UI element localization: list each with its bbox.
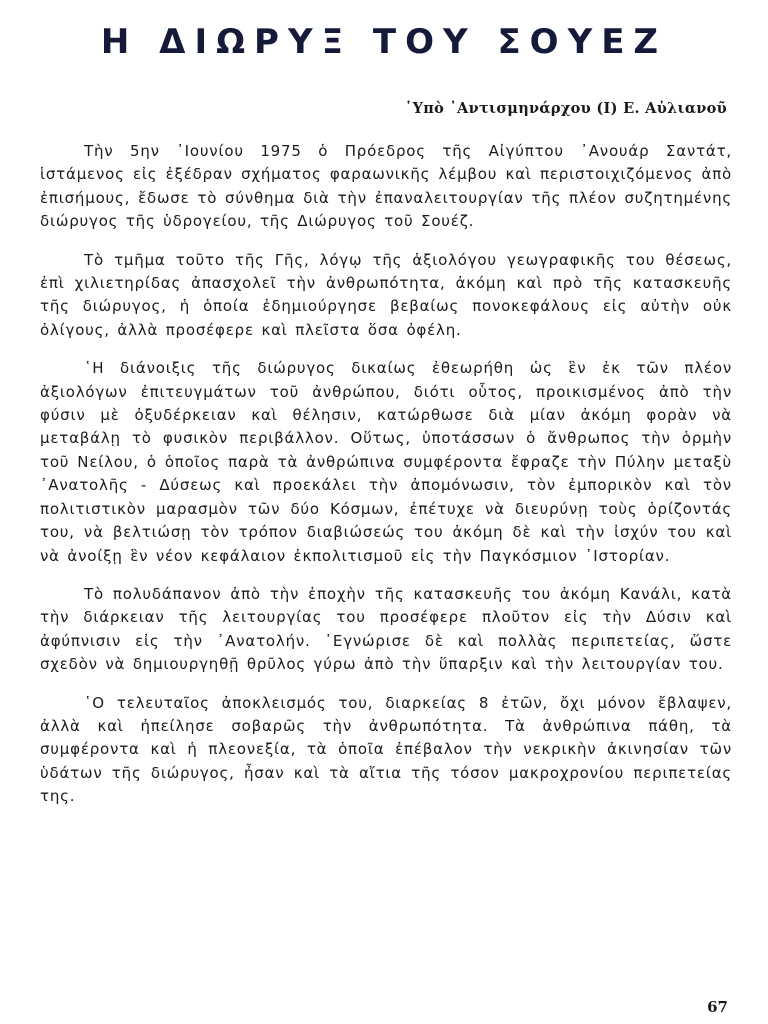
article-title: Η ΔΙΩΡΥΞ ΤΟΥ ΣΟΥΕΖ (100, 22, 668, 62)
author-byline: ῾Υπὸ ᾿Αντισμηνάρχου (Ι) Ε. Αὐλιανοῦ (405, 100, 727, 117)
paragraph: Τὸ τμῆμα τοῦτο τῆς Γῆς, λόγῳ τῆς ἀξιολόγου γεωγραφικῆς του θέσεως, ἐπὶ χιλιετηρίδας ἀπασχολεῖ τὴν ἀνθρωπότητα, ἀκόμη καὶ πρὸ τῆς κατασκευῆς τῆς διώρυγος, ἡ ὁποία ἐδημιούργησε βεβαίως πονοκεφάλους εἰς αὐτὴν οὐκ ὀλίγους, ἀλλὰ προσέφερε καὶ πλεῖστα ὅσα ὀφέλη. (40, 250, 732, 339)
paragraph: ῾Η διάνοιξις τῆς διώρυγος δικαίως ἐθεωρήθη ὡς ἓν ἐκ τῶν πλέον ἀξιολόγων ἐπιτευγμάτων τοῦ ἀνθρώπου, διότι οὗτος, προικισμένος ἀπὸ τὴν φύσιν μὲ ὀξυδέρκειαν καὶ θέλησιν, κατώρθωσε διὰ μίαν ἀκόμη φορὰν νὰ μεταβάλῃ τὸ φυσικὸν περιβάλλον. Οὕτως, ὑποτάσσων ὁ ἄνθρωπος τὴν ὁρμὴν τοῦ Νείλου, ὁ ὁποῖος παρὰ τὰ ἀνθρώπινα συμφέροντα ἔφραζε τὴν Πύλην μεταξὺ ᾿Ανατολῆς - Δύσεως καὶ προεκάλει τὴν ἀπομόνωσιν, τὸν ἐμπορικὸν καὶ τὸν πολιτιστικὸν μαρασμὸν τῶν δύο Κόσμων, ἐπέτυχε νὰ διευρύνῃ τοὺς ὁρίζοντάς του, νὰ βελτιώσῃ τὸν τρόπον διαβιώσεώς του ἀκόμη δὲ καὶ τὴν ἰσχύν του καὶ νὰ ἀνοίξῃ ἓν νέον κεφάλαιον ἐκπολιτισμοῦ εἰς τὴν Παγκόσμιον ῾Ιστορίαν. (40, 359, 732, 565)
paragraph: ῾Ο τελευταῖος ἀποκλεισμός του, διαρκείας 8 ἐτῶν, ὄχι μόνον ἔβλαψεν, ἀλλὰ καὶ ἠπείλησε σοβαρῶς τὴν ἀνθρωπότητα. Τὰ ἀνθρώπινα πάθη, τὰ συμφέροντα καὶ ἡ πλεονεξία, τὰ ὁποῖα ἐπέβαλον τὴν νεκρικὴν ἀκινησίαν τῶν ὑδάτων τῆς διώρυγος, ἦσαν καὶ τὰ αἴτια τῆς τόσον μακροχρονίου περιπετείας της. (40, 693, 732, 806)
paragraph: Τὸ πολυδάπανον ἀπὸ τὴν ἐποχὴν τῆς κατασκευῆς του ἀκόμη Κανάλι, κατὰ τὴν διάρκειαν τῆς λειτουργίας του προσέφερε πλοῦτον εἰς τὴν Δύσιν καὶ ἀφύπνισιν εἰς τὴν ᾿Ανατολήν. ᾿Εγνώρισε δὲ καὶ πολλὰς περιπετείας, ὥστε σχεδὸν νὰ δημιουργηθῇ θρῦλος γύρω ἀπὸ τὴν ὕπαρξιν καὶ τὴν λειτουργίαν του. (40, 584, 732, 674)
article-body (40, 140, 732, 824)
page-number: 67 (707, 998, 728, 1016)
paragraph: Τὴν 5ην ᾿Ιουνίου 1975 ὁ Πρόεδρος τῆς Αἰγύπτου ᾿Ανουάρ Σαντάτ, ἱστάμενος εἰς ἐξέδραν σχήματος φαραωνικῆς λέμβου καὶ περιστοιχιζόμενος ἀπὸ ἐπισήμους, ἔδωσε τὸ σύνθημα διὰ τὴν ἐπαναλειτουργίαν τῆς πλέον συζητημένης διώρυγος τῆς ὑδρογείου, τῆς Διώρυγος τοῦ Σουέζ. (40, 142, 732, 231)
